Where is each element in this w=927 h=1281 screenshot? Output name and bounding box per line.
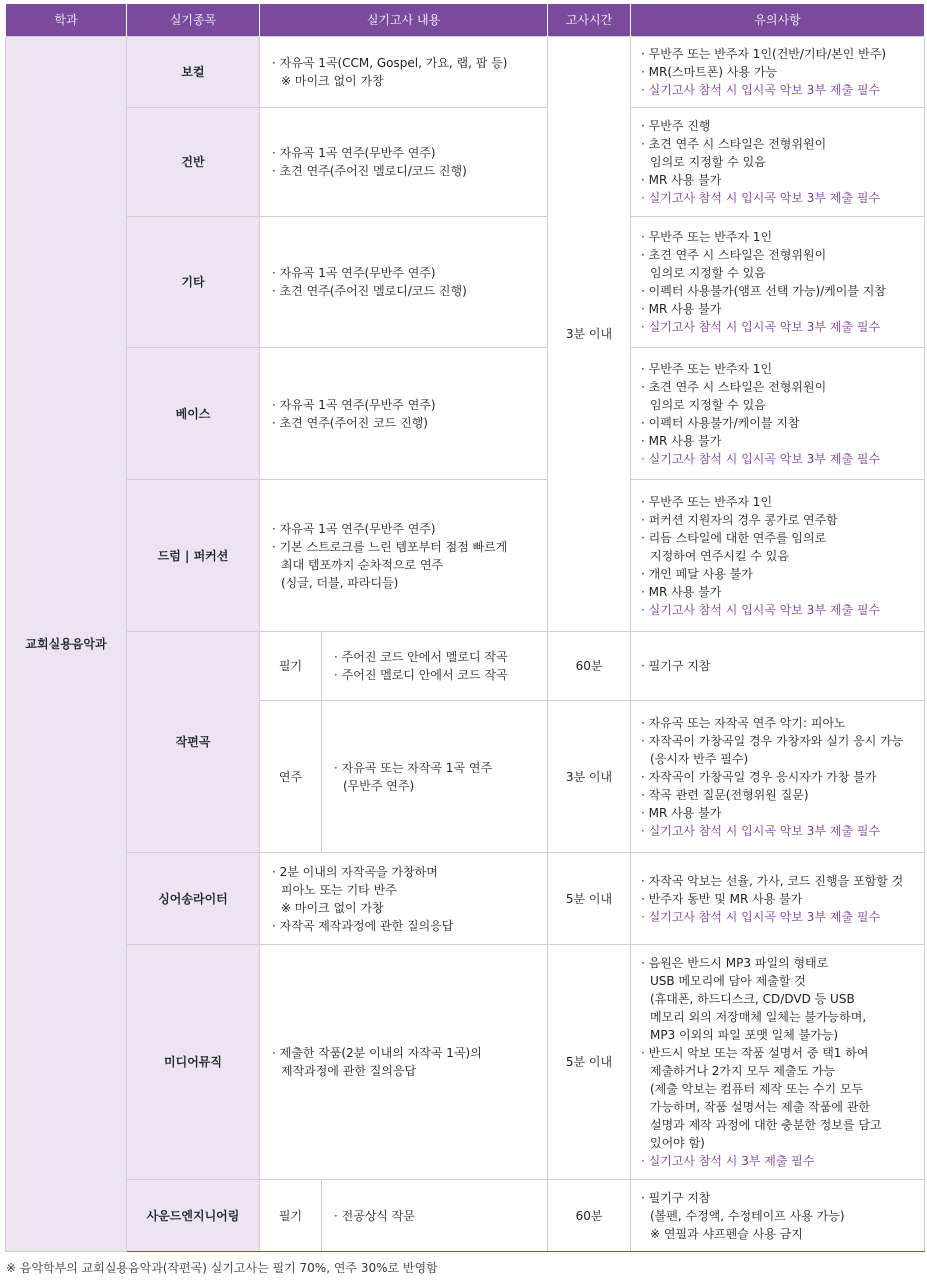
note-line: 메모리 외의 저장매체 일체는 불가능하며,: [650, 1010, 867, 1024]
content-line: (무반주 연주): [343, 778, 415, 793]
content-vocal: [260, 37, 548, 108]
content-drum: [260, 480, 548, 632]
note-line: · MR 사용 불가: [641, 584, 722, 599]
note-line: · MR 사용 불가: [641, 302, 722, 316]
note-line: 가능하며, 작품 설명서는 제출 작품에 관한: [650, 1100, 870, 1114]
time-composition-performance: 3분 이내: [548, 701, 631, 853]
time-shared: 3분 이내: [548, 37, 631, 632]
category-drum: 드럼 | 퍼커션: [127, 480, 260, 632]
note-line: 임의로 지정할 수 있음: [650, 266, 766, 280]
category-bass: 베이스: [127, 348, 260, 480]
content-line: · 주어진 멜로디 안에서 코드 작곡: [334, 668, 508, 682]
note-line: · MR 사용 불가: [641, 173, 722, 187]
note-line: · 자작곡이 가창곡일 경우 가창자와 실기 응시 가능: [641, 733, 904, 748]
content-line: · 기본 스트로크를 느린 템포부터 점점 빠르게: [272, 539, 508, 554]
notes-composition-written: [631, 632, 925, 701]
note-line-required: · 실기고사 참석 시 입시곡 악보 3부 제출 필수: [641, 909, 881, 924]
note-line: · 자작곡 악보는 선율, 가사, 코드 진행을 포함할 것: [641, 873, 904, 888]
note-line: · 필기구 지참: [641, 659, 711, 673]
note-line: · 작곡 관련 질문(전형위원 질문): [641, 787, 809, 802]
note-line: · MR 사용 불가: [641, 805, 722, 820]
row-media-music: [6, 945, 925, 1180]
note-line: · MR(스마트폰) 사용 가능: [641, 65, 778, 79]
content-line: · 자작곡 제작과정에 관한 질의응답: [272, 918, 454, 933]
note-line-required: · 실기고사 참석 시 입시곡 악보 3부 제출 필수: [641, 320, 881, 334]
content-line: · 자유곡 1곡(CCM, Gospel, 가요, 랩, 팝 등): [272, 56, 508, 70]
row-keyboard: [6, 108, 925, 217]
note-line: · 무반주 진행: [641, 119, 711, 133]
subcategory-performance: 연주: [260, 701, 322, 853]
notes-singer-songwriter: [631, 853, 925, 945]
time-media-music: 5분 이내: [548, 945, 631, 1180]
content-line: ※ 마이크 없이 가창: [281, 74, 384, 88]
content-line: · 초견 연주(주어진 멜로디/코드 진행): [272, 164, 467, 178]
content-line: · 주어진 코드 안에서 멜로디 작곡: [334, 650, 508, 664]
header-notes: 유의사항: [631, 4, 925, 37]
notes-keyboard: [631, 108, 925, 217]
note-line: · 자작곡이 가창곡일 경우 응시자가 가창 불가: [641, 769, 877, 784]
content-line: (싱글, 더블, 파라디들): [281, 575, 399, 590]
note-line: · 초견 연주 시 스타일은 전형위원이: [641, 248, 827, 262]
notes-bass: [631, 348, 925, 480]
note-line: · 반주자 동반 및 MR 사용 불가: [641, 891, 803, 906]
content-keyboard: [260, 108, 548, 217]
category-vocal: 보컬: [127, 37, 260, 108]
content-line: 최대 템포까지 순차적으로 연주: [281, 557, 444, 572]
note-line-required: · 실기고사 참석 시 입시곡 악보 3부 제출 필수: [641, 823, 881, 838]
note-line: ※ 연필과 샤프펜슬 사용 금지: [650, 1226, 803, 1241]
note-line: · 퍼커션 지원자의 경우 콩가로 연주함: [641, 512, 838, 527]
time-singer-songwriter: 5분 이내: [548, 853, 631, 945]
category-singer-songwriter: 싱어송라이터: [127, 853, 260, 945]
exam-table: [5, 4, 925, 1252]
notes-media-music: [631, 945, 925, 1180]
row-sound-engineering: [6, 1180, 925, 1252]
content-composition-performance: [322, 701, 548, 853]
content-line: · 제출한 작품(2분 이내의 자작곡 1곡)의: [272, 1046, 482, 1060]
note-line-required: · 실기고사 참석 시 입시곡 악보 3부 제출 필수: [641, 191, 881, 205]
row-drum: [6, 480, 925, 632]
note-line: · 자유곡 또는 자작곡 연주 악기: 피아노: [641, 715, 846, 730]
note-line: (휴대폰, 하드디스크, CD/DVD 등 USB: [650, 992, 855, 1006]
note-line: · 반드시 악보 또는 작품 설명서 중 택1 하여: [641, 1046, 869, 1060]
content-line: · 자유곡 1곡 연주(무반주 연주): [272, 266, 436, 280]
notes-guitar: [631, 217, 925, 348]
note-line: · 리듬 스타일에 대한 연주를 임의로: [641, 530, 827, 545]
header-time: 고사시간: [548, 4, 631, 37]
note-line: · MR 사용 불가: [641, 433, 722, 448]
content-line: · 전공상식 작문: [334, 1208, 415, 1223]
note-line: · 개인 페달 사용 불가: [641, 566, 753, 581]
note-line: (응시자 반주 필수): [650, 751, 749, 766]
department-cell: 교회실용음악과: [6, 37, 127, 1252]
row-guitar: [6, 217, 925, 348]
note-line: 설명과 제작 과정에 대한 충분한 정보를 담고: [650, 1118, 882, 1132]
note-line: · 음원은 반드시 MP3 파일의 형태로: [641, 956, 829, 970]
note-line: · 초견 연주 시 스타일은 전형위원이: [641, 137, 827, 151]
note-line-required: · 실기고사 참석 시 입시곡 악보 3부 제출 필수: [641, 451, 881, 466]
content-bass: [260, 348, 548, 480]
notes-composition-performance: [631, 701, 925, 853]
note-line: 제출하거나 2가지 모두 제출도 가능: [650, 1064, 836, 1078]
note-line: · 무반주 또는 반주자 1인: [641, 361, 773, 376]
content-line: · 자유곡 또는 자작곡 1곡 연주: [334, 760, 493, 775]
note-line: (제출 악보는 컴퓨터 제작 또는 수기 모두: [650, 1082, 864, 1096]
row-bass: [6, 348, 925, 480]
note-line: 지정하여 연주시킬 수 있음: [650, 548, 789, 563]
category-keyboard: 건반: [127, 108, 260, 217]
footnote: ※ 음악학부의 교회실용음악과(작편곡) 실기고사는 필기 70%, 연주 30%로 반영함: [6, 1261, 438, 1275]
content-composition-written: [322, 632, 548, 701]
content-line: 제작과정에 관한 질의응답: [281, 1064, 417, 1078]
subcategory-sound-written: 필기: [260, 1180, 322, 1252]
content-line: 피아노 또는 기타 반주: [281, 882, 397, 897]
note-line: 있어야 함): [650, 1136, 705, 1150]
content-line: · 자유곡 1곡 연주(무반주 연주): [272, 146, 436, 160]
category-sound-engineering: 사운드엔지니어링: [127, 1180, 260, 1252]
row-composition-written: [6, 632, 925, 701]
subcategory-written: 필기: [260, 632, 322, 701]
notes-drum: [631, 480, 925, 632]
time-sound-engineering: 60분: [548, 1180, 631, 1252]
note-line: 임의로 지정할 수 있음: [650, 397, 766, 412]
note-line: · 이펙터 사용불가(앰프 선택 가능)/케이블 지참: [641, 284, 886, 298]
header-content: 실기고사 내용: [260, 4, 548, 37]
note-line-required: · 실기고사 참석 시 3부 제출 필수: [641, 1154, 815, 1168]
note-line: USB 메모리에 담아 제출할 것: [650, 974, 806, 988]
category-media-music: 미디어뮤직: [127, 945, 260, 1180]
note-line: · 무반주 또는 반주자 1인(건반/기타/본인 반주): [641, 47, 887, 61]
note-line: · 필기구 지참: [641, 1190, 711, 1205]
note-line-required: · 실기고사 참석 시 입시곡 악보 3부 제출 필수: [641, 602, 881, 617]
content-line: · 초견 연주(주어진 멜로디/코드 진행): [272, 284, 467, 298]
content-guitar: [260, 217, 548, 348]
note-line: · 이펙터 사용불가/케이블 지참: [641, 415, 800, 430]
content-line: ※ 마이크 없이 가창: [281, 900, 384, 915]
notes-sound-engineering: [631, 1180, 925, 1252]
content-line: · 2분 이내의 자작곡을 가창하며: [272, 864, 438, 879]
content-line: · 초견 연주(주어진 코드 진행): [272, 415, 428, 430]
category-composition: 작편곡: [127, 632, 260, 853]
time-composition-written: 60분: [548, 632, 631, 701]
header-row: [6, 4, 925, 37]
content-singer-songwriter: [260, 853, 548, 945]
note-line: · 무반주 또는 반주자 1인: [641, 494, 773, 509]
row-vocal: [6, 37, 925, 108]
note-line-required: · 실기고사 참석 시 입시곡 악보 3부 제출 필수: [641, 83, 881, 97]
note-line: · 무반주 또는 반주자 1인: [641, 230, 773, 244]
row-singer-songwriter: [6, 853, 925, 945]
note-line: 임의로 지정할 수 있음: [650, 155, 766, 169]
content-line: · 자유곡 1곡 연주(무반주 연주): [272, 397, 436, 412]
content-media-music: [260, 945, 548, 1180]
header-dept: 학과: [6, 4, 127, 37]
notes-vocal: [631, 37, 925, 108]
content-sound-engineering: [322, 1180, 548, 1252]
note-line: MP3 이외의 파일 포맷 일체 불가능): [650, 1028, 839, 1042]
note-line: (볼펜, 수정액, 수정테이프 사용 가능): [650, 1208, 845, 1223]
header-category: 실기종목: [127, 4, 260, 37]
content-line: · 자유곡 1곡 연주(무반주 연주): [272, 521, 436, 536]
category-guitar: 기타: [127, 217, 260, 348]
note-line: · 초견 연주 시 스타일은 전형위원이: [641, 379, 827, 394]
